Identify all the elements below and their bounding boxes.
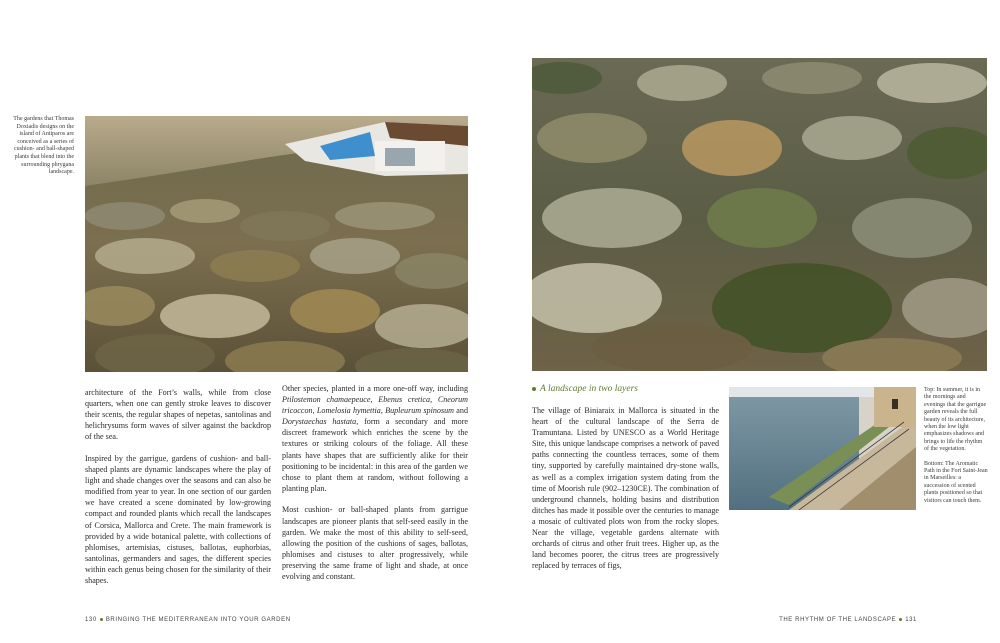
footer-dot [899,618,902,621]
caption-top: Top: In summer, it is in the mornings and evenings that the garrigue garden reveals the full beauty of its architecture, when the low light emphasizes shadows and brings to life the rhythm of the vegetation. [924,387,987,453]
right-column [532,405,719,582]
footer-dot [100,618,103,621]
right-body-paragraph: The village of Biniaraix in Mallorca is situated in the heart of the cultural landscape of the Serra de Tramuntana. Listed by UNESCO as a World Heritage Site, this unique landscape comprises a network of paved paths connecting the countless terraces, some of them tiny, supported by carefully maintained dry-stone walls, as well as a complex irrigation system dating from the time of Moorish rule (902–1230CE). The combination of underground channels, holding basins and distribution ditches has made it possible over the centuries to manage a mosaic of cultivated plots won from the rocky slopes. Near the village, vegetable gardens alternate with orchards of citrus and other fruit trees. Higher up, as the land becomes poorer, the citrus trees are progressively replaced by terraces of figs, [532,406,719,571]
photo-caption-antiparos: The gardens that Thomas Doxiadis designs on the island of Antiparos are conceived as a series of cushion- and ball-shaped plants that blend into the surrounding phrygana landscape. [13,116,74,176]
left-col1-paragraph-1: architecture of the Fort’s walls, while from close quarters, when one can gently stroke leaves to discover their scents, the regular shapes of nepetas, santolinas and helichrysums form waves of silver against the backdrop of the sea. [85,388,271,442]
left-column-2 [282,383,468,593]
caption-bottom: Bottom: The Aromatic Path in the Fort Saint-Jean in Marseilles: a succession of scented plants positioned so that visitors can touch them. [924,460,988,504]
photo-garrigue-garden [532,58,987,371]
section-heading [532,384,722,394]
right-footer [779,617,917,623]
photo-captions-right [924,387,988,512]
left-column-1 [85,387,271,597]
photo-aromatic-path [729,387,916,510]
left-footer [85,617,291,623]
section-heading-text: A landscape in two layers [540,384,638,394]
right-running-title: THE RHYTHM OF THE LANDSCAPE [779,617,897,623]
left-col2-paragraph-1: Other species, planted in a more one-off way, including Ptilostemon chamaepeuce, Ebenus cretica, Cneorum tricoccon, Lomelosia hymettia, Bupleurum spinosum and Dorystaechas hastata, form a secondary and more discreet framework which enriches the scene by the textures or striking colours of the foliage. All these plants have shapes that are sufficiently alike for their positioning to be incidental: in this area of the garden we chose to plant them at random, without following a planting plan. [282,384,469,493]
left-page-number: 130 [85,617,97,623]
section-heading-bullet [532,387,536,391]
photo-antiparos-garden [85,116,468,372]
left-col1-paragraph-2: Inspired by the garrigue, gardens of cushion- and ball-shaped plants are dynamic landscapes where the play of light and shade changes over the seasons and can also be modified from year to year. In one section of our garden we have created a scene dominated by low-growing compact and rounded plants which recall the landscapes of Corsica, Mallorca and Crete. The main framework is provided by a wide botanical palette, with collections of phlomises, artemisias, cistuses, ballotas, euphorbias, santolinas, germanders and sages, the different species within each genus being chosen for the similarity of their shapes. [85,453,271,585]
left-running-title: BRINGING THE MEDITERRANEAN INTO YOUR GARDEN [105,617,291,623]
left-col2-paragraph-2: Most cushion- or ball-shaped plants from garrigue landscapes are pioneer plants that self-seed easily in the garden. We make the most of this ability to self-seed, allowing the position of the cushions of sages, ballotas, phlomises and cistuses to alter progressively, while preserving the same frame of light and shade, at once evolving and constant. [282,505,468,581]
right-page-number: 131 [905,617,917,623]
